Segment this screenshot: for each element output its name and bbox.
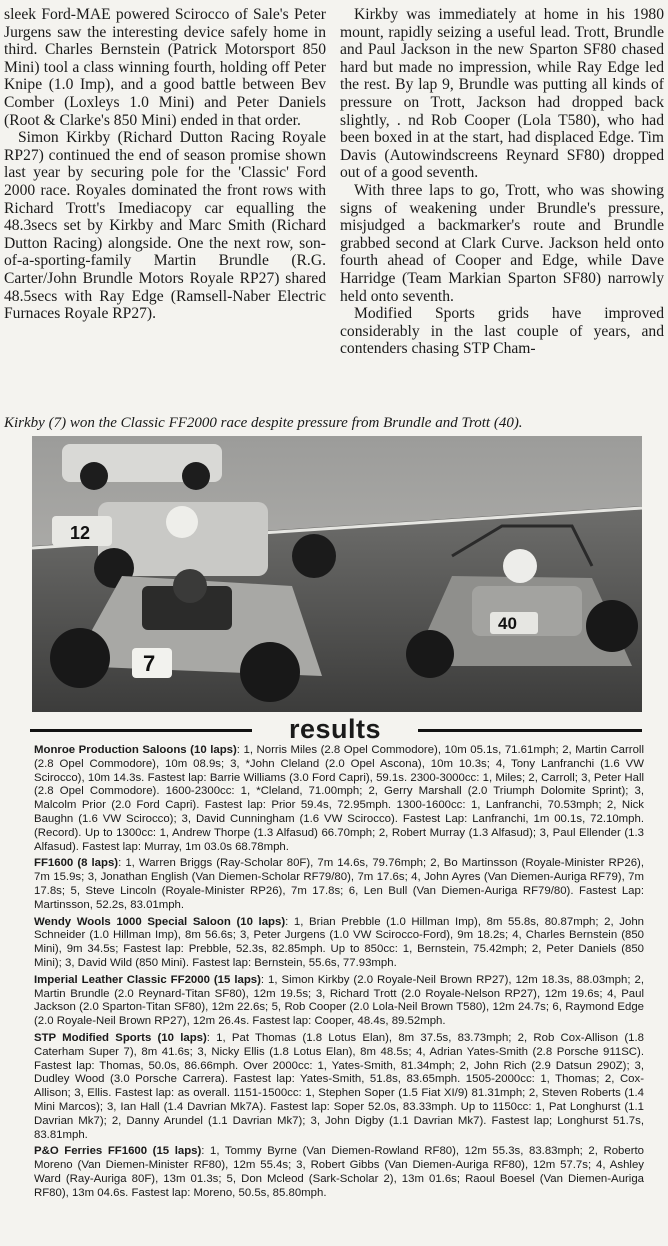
result-event-name: Imperial Leather Classic FF2000 (15 laps) bbox=[34, 973, 261, 986]
result-block bbox=[34, 974, 644, 1029]
result-block bbox=[34, 857, 644, 912]
result-text: : 1, Warren Briggs (Ray-Scholar 80F), 7m 14.6s, 79.76mph; 2, Bo Martinsson (Royale-Minister RP26), 7m 15.9s; 3, Jonathan English (Van Diemen-Scholar RF79/80), 7m 17.6s; 4, John Ayres (Van Diemen-Auriga RF79), 7m 17.8s; 5, Steve Lincoln (Royale-Minister RP26), 7m 17.8s; 6, Len Bull (Van Diemen-Auriga RF79/80). Fastest Lap: Martinsson, 52.2s, 83.01mph. bbox=[34, 857, 644, 911]
result-block bbox=[34, 1032, 644, 1142]
result-event-name: Monroe Production Saloons (10 laps) bbox=[34, 744, 237, 756]
race-photo bbox=[32, 436, 642, 712]
car-number-7: 7 bbox=[143, 651, 156, 676]
result-event-name: STP Modified Sports (10 laps) bbox=[34, 1031, 207, 1044]
article-paragraph: sleek Ford-MAE powered Scirocco of Sale's Peter Jurgens saw the interesting device safely home in third. Charles Bernstein (Patrick Motorsport 850 Mini) tool a class winning fourth, holding off Peter Knipe (1.0 Imp), and a good battle between Bev Comber (Loxleys 1.0 Mini) and Peter Daniels (Root & Clarke's 850 Mini) ended in that order. bbox=[4, 6, 326, 129]
result-event-name: FF1600 (8 laps) bbox=[34, 857, 119, 870]
result-text: : 1, Simon Kirkby (2.0 Royale-Neil Brown RP27), 12m 18.3s, 88.03mph; 2, Martin Brundle (2.0 Reynard-Titan SF80), 12m 19.5s; 3, Richard Trott (2.0 Royale-Nelson RP27), 12m 19.6s; 4, Paul Jackson (2.0 Sparton-Titan SF80), 12m 22.6s; 5, Rob Cooper (2.0 Lola-Neil Brown T580), 12m 24.7s; 6, Raymond Edge (2.0 Royale-Neil Brown RP27), 12m 26.4s. Fastest lap: Cooper, 48.4s, 89.52mph. bbox=[34, 973, 644, 1028]
result-text: : 1, Norris Miles (2.8 Opel Commodore), 10m 05.1s, 71.61mph; 2, Martin Carroll (2.8 Opel Commodore), 10m 08.9s; 3, *John Cleland (2.0 Opel Ascona), 10m 10.3s; 4, Tony Lanfranchi (1.6 VW Scirocco), 10m 14.3s. Fastest lap: Barrie Williams (3.0 Ford Capri), 59.1s. 2300-3000cc: 1, Miles; 2, Carroll; 3, Peter Hall (2.8 Opel Commodore). 1600-2300cc: 1, *Cleland, 71.00mph; 2, Gerry Marshall (2.0 Triumph Dolomite Sprint); 3, Malcolm Prior (2.0 Ford Capri). Fastest lap: Prior 59.4s, 72.95mph. 1300-1600cc: 1, Lanfranchi, 70.53mph; 2, Nick Baughn (1.6 VW Scirocco); 3, David Cunningham (1.6 VW Scirocco). Fastest Lap: Lanfranchi, 1m 00.1s, 72.10mph. (Record). Up to 1300cc: 1, Andrew Thorpe (1.3 Alfasud) 66.70mph; 2, Robert Murray (1.3 Alfasud); 3, Paul Ellender (1.3 Alfasud). Fastest lap: Murray, 1m 03.0s 68.78mph. bbox=[34, 744, 644, 853]
results-rule-left bbox=[30, 729, 252, 732]
article-left-column bbox=[4, 6, 326, 323]
race-photo-illustration bbox=[32, 436, 642, 712]
result-text: : 1, Brian Prebble (1.0 Hillman Imp), 8m 55.8s, 80.87mph; 2, John Schneider (1.0 Hillman Imp), 8m 56.6s; 3, Peter Jurgens (1.0 VW Scirocco-Ford), 9m 18.2s; 4, Charles Bernstein (850 Mini), 9m 34.5s; Fastest lap: Prebble, 52.3s, 82.85mph. Up to 850cc: 1, Bernstein, 75.42mph; 2, Peter Daniels (850 Mini); 3, David Wild (850 Mini). Fastest lap: Bernstein, 55.6s, 77.93mph. bbox=[34, 915, 644, 969]
photo-caption: Kirkby (7) won the Classic FF2000 race despite pressure from Brundle and Trott (40). bbox=[4, 415, 523, 431]
results-list bbox=[34, 744, 644, 1204]
result-block bbox=[34, 744, 644, 854]
result-block bbox=[34, 916, 644, 971]
article-right-column bbox=[340, 6, 664, 358]
result-text: : 1, Pat Thomas (1.8 Lotus Elan), 8m 37.5s, 83.73mph; 2, Rob Cox-Allison (1.8 Caterham Super 7), 8m 41.6s; 3, Nicky Ellis (1.8 Lotus Elan), 8m 48.5s; 4, Adrian Yates-Smith (2.8 Porsche 911SC). Fastest lap: Thomas, 50.0s, 86.66mph. Over 2000cc: 1, Yates-Smith, 81.34mph; 2, John Rich (2.9 Datsun 290Z); 3, Dudley Wood (3.0 Porsche Carrera). Fastest lap: Yates-Smith, 51.8s, 83.65mph. 1505-2000cc: 1, Thomas; 2, Cox-Allison; 3, Ellis. Fastest lap: as overall. 1151-1500cc: 1, Stephen Soper (1.5 Fiat XI/9) 81.31mph; 2, Steven Roberts (1.4 Mini Marcos); 3, Ian Hall (1.4 Davrian Mk7A). Fastest lap: Soper 52.0s, 83.33mph. Up to 1150cc: 1, Pat Longhurst (1.1 Davrian Mk7); 2, Danny Arundel (1.1 Davrian Mk7); 3, John Digby (1.1 Davrian Mk7). Fastest lap; Longhurst 51.7s, 83.81mph. bbox=[34, 1031, 644, 1141]
results-rule-right bbox=[418, 729, 642, 732]
car-number-40: 40 bbox=[498, 614, 517, 633]
result-event-name: Wendy Wools 1000 Special Saloon (10 laps) bbox=[34, 915, 286, 928]
article-paragraph: Kirkby was immediately at home in his 1980 mount, rapidly seizing a useful lead. Trott, Brundle and Paul Jackson in the new Sparton SF80 chased hard but made no impression, while Ray Edge led the rest. By lap 9, Brundle was putting all kinds of pressure on Trott, Jackson had dropped back slightly, . nd Rob Cooper (Lola T580), who had been boxed in at the start, had displaced Edge. Tim Davis (Autowindscreens Reynard SF80) dropped out of a good seventh. bbox=[340, 6, 664, 182]
result-block bbox=[34, 1145, 644, 1200]
car-number-12: 12 bbox=[70, 523, 91, 543]
results-heading bbox=[30, 716, 642, 744]
article-paragraph: Modified Sports grids have improved considerably in the last couple of years, and contenders chasing STP Cham- bbox=[340, 305, 664, 358]
result-event-name: P&O Ferries FF1600 (15 laps) bbox=[34, 1145, 202, 1158]
result-text: : 1, Tommy Byrne (Van Diemen-Rowland RF80), 12m 55.3s, 83.83mph; 2, Roberto Moreno (Van Diemen-Minister RF80), 12m 55.4s; 3, Robert Gibbs (Van Diemen-Auriga RF80), 12m 57.7s; 4, Ashley Ward (Ray-Auriga 80F), 13m 01.3s; 5, Don Mcleod (Sark-Scholar 2), 13m 01.6s; Raoul Boesel (Van Diemen-Auriga RF80), 13m 04.6s. Fastest lap: Moreno, 50.5s, 85.80mph. bbox=[34, 1145, 644, 1199]
article-paragraph: Simon Kirkby (Richard Dutton Racing Royale RP27) continued the end of season promise shown last year by securing pole for the 'Classic' Ford 2000 race. Royales dominated the front rows with Richard Trott's Imediacopy car equalling the 48.3secs set by Kirkby and Marc Smith (Richard Dutton Racing) alongside. One the next row, son-of-a-sporting-family Martin Brundle (R.G. Carter/John Brundle Motors Royale RP27) shared 48.5secs with Ray Edge (Ramsell-Naber Electric Furnaces Royale RP27). bbox=[4, 129, 326, 323]
results-title: results bbox=[288, 714, 382, 744]
article-paragraph: With three laps to go, Trott, who was showing signs of weakening under Brundle's pressure, misjudged a backmarker's route and Brundle grabbed second at Clark Curve. Jackson held onto fourth ahead of Cooper and Edge, while Dave Harridge (Team Markian Sparton SF80) narrowly held onto seventh. bbox=[340, 181, 664, 305]
